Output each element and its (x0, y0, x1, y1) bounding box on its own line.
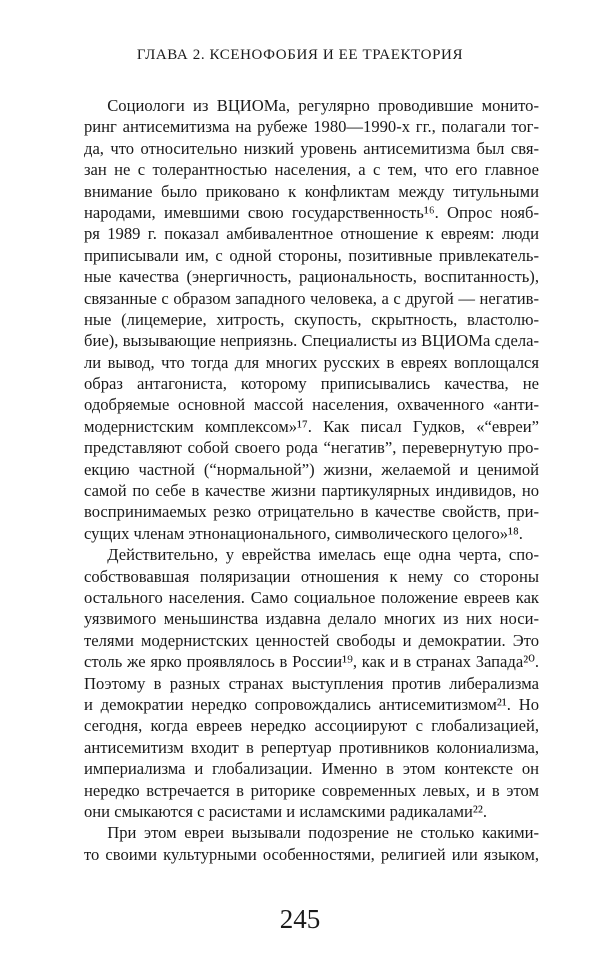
text-line: империализма и глобализации. Именно в этом контексте он (84, 759, 539, 779)
text-line: внимание было приковано к конфликтам между титульными (84, 181, 539, 201)
text-line: Действительно, у еврейства имелась еще одна черта, спо- (107, 545, 539, 565)
text-line: приписывали им, с одной стороны, позитивные привлекатель- (84, 245, 539, 265)
page-number: 245 (279, 904, 321, 934)
text-line: ные (лицемерие, хитрость, скупость, скрытность, властолю- (84, 309, 539, 329)
text-line: сегодня, когда евреев нередко ассоциируют с глобализацией, (84, 716, 539, 736)
body-text (84, 95, 539, 865)
text-line: одобряемые основной массой населения, охваченного «анти- (84, 395, 539, 415)
text-line: бие), вызывающие неприязнь. Специалисты из ВЦИОМа сдела- (84, 331, 539, 351)
text-line: Социологи из ВЦИОМа, регулярно проводившие монито- (107, 96, 539, 115)
text-line: уязвимого меньшинства издавна делало многих из них носи- (84, 609, 539, 629)
text-line: нередко встречается в риторике современных левых, и в этом (84, 780, 539, 800)
text-line: воспринимаемых резко отрицательно в качестве свойств, при- (84, 502, 539, 522)
text-line: они смыкаются с расистами и исламскими радикалами²². (84, 801, 487, 821)
text-line: и демократии нередко сопровождались антисемитизмом²¹. Но (84, 694, 539, 714)
text-line: телями модернистских ценностей свободы и демократии. Это (84, 630, 539, 650)
text-line: При этом евреи вызывали подозрение не столько какими- (107, 823, 539, 843)
text-line: антисемитизм входит в репертуар противников колониализма, (84, 737, 539, 757)
text-line: модернистским комплексом»¹⁷. Как писал Гудков, «“евреи” (84, 416, 539, 436)
text-line: то своими культурными особенностями, религией или языком, (84, 844, 539, 864)
text-line: да, что относительно низкий уровень антисемитизма был свя- (84, 138, 539, 158)
text-line: связанные с образом западного человека, а с другой — негатив- (84, 288, 539, 308)
text-line: ря 1989 г. показал амбивалентное отношение к евреям: люди (84, 224, 539, 244)
text-line: зан не с толерантностью населения, а с тем, что его главное (84, 160, 539, 180)
running-header: ГЛАВА 2. КСЕНОФОБИЯ И ЕЕ ТРАЕКТОРИЯ (136, 47, 464, 63)
text-line: собствовавшая поляризации отношения к нему со стороны (84, 566, 539, 586)
text-line: самой по себе в качестве жизни партикулярных индивидов, но (84, 481, 539, 501)
text-line: ринг антисемитизма на рубеже 1980—1990-х гг., полагали тог- (84, 117, 539, 137)
text-line: екцию частной (“нормальной”) жизни, желаемой и ценимой (84, 459, 539, 479)
text-line: столь же ярко проявлялось в России¹⁹, как и в странах Запада²⁰. (84, 652, 539, 672)
text-line: ные качества (энергичность, рациональность, воспитанность), (84, 267, 539, 287)
text-line: ли вывод, что тогда для многих русских в евреях воплощался (84, 352, 539, 372)
text-line: остального населения. Само социальное положение евреев как (84, 587, 539, 607)
text-line: представляют собой своего рода “негатив”, перевернутую про- (84, 438, 539, 458)
text-line: народами, имевшими свою государственность¹⁶. Опрос нояб- (84, 202, 539, 222)
text-line: сущих членам этнонационального, символического целого»¹⁸. (84, 523, 523, 543)
text-line: образ антагониста, которому приписывались качества, не (84, 374, 539, 394)
text-line: Поэтому в разных странах выступления против либерализма (84, 673, 539, 693)
